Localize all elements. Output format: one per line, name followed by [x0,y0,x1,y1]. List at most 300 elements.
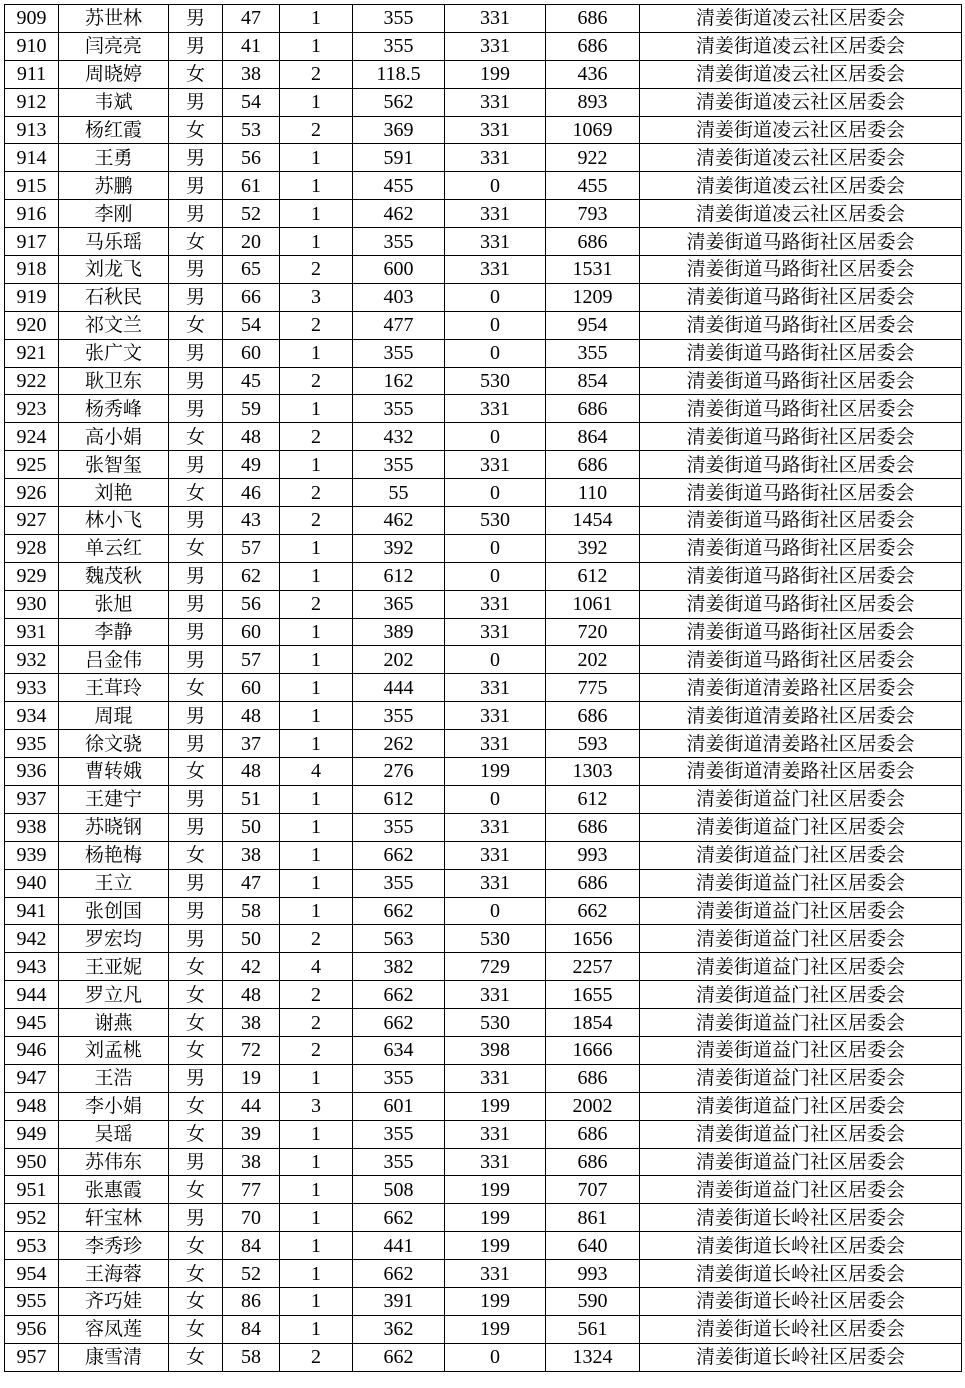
person-name: 徐文骁 [59,730,169,758]
household-size: 1 [280,1176,353,1204]
table-row [5,897,962,925]
gender: 男 [169,562,223,590]
age: 60 [223,674,280,702]
household-size: 1 [280,869,353,897]
amount-total: 954 [546,311,640,339]
amount-a: 262 [353,730,445,758]
table-row [5,88,962,116]
age: 19 [223,1064,280,1092]
gender: 男 [169,590,223,618]
row-number: 951 [5,1176,59,1204]
person-name: 杨艳梅 [59,841,169,869]
table-row [5,1204,962,1232]
community-address: 清姜街道益门社区居委会 [640,981,962,1009]
gender: 男 [169,925,223,953]
amount-total: 1454 [546,507,640,535]
amount-total: 1656 [546,925,640,953]
age: 50 [223,813,280,841]
amount-b: 331 [445,981,546,1009]
amount-a: 389 [353,618,445,646]
gender: 男 [169,367,223,395]
age: 46 [223,479,280,507]
community-address: 清姜街道马路街社区居委会 [640,256,962,284]
person-name: 轩宝林 [59,1204,169,1232]
person-name: 高小娟 [59,423,169,451]
row-number: 932 [5,646,59,674]
gender: 男 [169,785,223,813]
community-address: 清姜街道长岭社区居委会 [640,1260,962,1288]
community-address: 清姜街道马路街社区居委会 [640,423,962,451]
amount-total: 993 [546,1260,640,1288]
amount-a: 562 [353,88,445,116]
row-number: 912 [5,88,59,116]
community-address: 清姜街道马路街社区居委会 [640,479,962,507]
table-row [5,1176,962,1204]
gender: 女 [169,1009,223,1037]
person-name: 曹转娥 [59,758,169,786]
row-number: 911 [5,60,59,88]
amount-b: 331 [445,5,546,33]
amount-a: 355 [353,5,445,33]
household-size: 1 [280,5,353,33]
gender: 男 [169,618,223,646]
age: 39 [223,1120,280,1148]
table-row [5,925,962,953]
table-row [5,200,962,228]
table-row [5,256,962,284]
row-number: 925 [5,451,59,479]
amount-total: 392 [546,534,640,562]
amount-total: 1303 [546,758,640,786]
age: 77 [223,1176,280,1204]
person-name: 张广文 [59,339,169,367]
age: 48 [223,423,280,451]
person-name: 韦斌 [59,88,169,116]
row-number: 924 [5,423,59,451]
age: 38 [223,841,280,869]
household-size: 1 [280,674,353,702]
amount-total: 2002 [546,1092,640,1120]
amount-b: 530 [445,1009,546,1037]
table-row [5,1092,962,1120]
row-number: 915 [5,172,59,200]
age: 56 [223,144,280,172]
amount-total: 854 [546,367,640,395]
table-row [5,479,962,507]
amount-b: 0 [445,283,546,311]
amount-a: 118.5 [353,60,445,88]
amount-b: 0 [445,534,546,562]
person-name: 杨红霞 [59,116,169,144]
table-row [5,1009,962,1037]
table-row [5,562,962,590]
row-number: 923 [5,395,59,423]
person-name: 吴瑶 [59,1120,169,1148]
person-name: 王立 [59,869,169,897]
household-size: 1 [280,1287,353,1315]
table-row [5,702,962,730]
table-row [5,618,962,646]
row-number: 949 [5,1120,59,1148]
gender: 女 [169,1343,223,1371]
table-row [5,172,962,200]
gender: 男 [169,813,223,841]
community-address: 清姜街道马路街社区居委会 [640,228,962,256]
amount-total: 640 [546,1232,640,1260]
amount-b: 199 [445,1287,546,1315]
household-size: 1 [280,144,353,172]
age: 60 [223,618,280,646]
amount-b: 199 [445,1232,546,1260]
amount-b: 331 [445,395,546,423]
amount-b: 331 [445,200,546,228]
age: 49 [223,451,280,479]
age: 48 [223,758,280,786]
household-size: 1 [280,172,353,200]
amount-a: 369 [353,116,445,144]
amount-a: 462 [353,507,445,535]
gender: 女 [169,1176,223,1204]
age: 37 [223,730,280,758]
age: 48 [223,702,280,730]
person-name: 康雪清 [59,1343,169,1371]
table-row [5,1287,962,1315]
person-name: 吕金伟 [59,646,169,674]
amount-total: 686 [546,702,640,730]
household-size: 4 [280,758,353,786]
row-number: 926 [5,479,59,507]
gender: 男 [169,144,223,172]
amount-b: 199 [445,1176,546,1204]
community-address: 清姜街道益门社区居委会 [640,1064,962,1092]
amount-b: 331 [445,88,546,116]
community-address: 清姜街道清姜路社区居委会 [640,674,962,702]
household-size: 1 [280,339,353,367]
amount-b: 0 [445,897,546,925]
gender: 男 [169,395,223,423]
amount-total: 686 [546,451,640,479]
gender: 女 [169,981,223,1009]
age: 48 [223,981,280,1009]
table-row [5,1120,962,1148]
household-size: 1 [280,841,353,869]
amount-total: 775 [546,674,640,702]
person-name: 苏鹏 [59,172,169,200]
person-name: 马乐瑶 [59,228,169,256]
person-name: 刘艳 [59,479,169,507]
amount-b: 331 [445,813,546,841]
row-number: 921 [5,339,59,367]
amount-a: 403 [353,283,445,311]
amount-total: 707 [546,1176,640,1204]
person-name: 周晓婷 [59,60,169,88]
table-row [5,730,962,758]
amount-total: 686 [546,1120,640,1148]
amount-a: 355 [353,813,445,841]
amount-a: 202 [353,646,445,674]
amount-total: 612 [546,785,640,813]
age: 20 [223,228,280,256]
row-number: 939 [5,841,59,869]
table-row [5,367,962,395]
community-address: 清姜街道马路街社区居委会 [640,562,962,590]
age: 65 [223,256,280,284]
row-number: 943 [5,953,59,981]
amount-b: 331 [445,869,546,897]
amount-a: 634 [353,1036,445,1064]
age: 50 [223,925,280,953]
community-address: 清姜街道益门社区居委会 [640,1092,962,1120]
table-row [5,1343,962,1371]
household-size: 1 [280,1204,353,1232]
amount-b: 331 [445,256,546,284]
amount-a: 276 [353,758,445,786]
household-size: 2 [280,256,353,284]
table-row [5,144,962,172]
amount-total: 1209 [546,283,640,311]
row-number: 950 [5,1148,59,1176]
gender: 男 [169,869,223,897]
amount-a: 162 [353,367,445,395]
amount-total: 590 [546,1287,640,1315]
community-address: 清姜街道凌云社区居委会 [640,88,962,116]
amount-a: 355 [353,1148,445,1176]
amount-b: 530 [445,367,546,395]
gender: 女 [169,1120,223,1148]
community-address: 清姜街道长岭社区居委会 [640,1315,962,1343]
community-address: 清姜街道凌云社区居委会 [640,5,962,33]
age: 62 [223,562,280,590]
amount-a: 355 [353,339,445,367]
amount-b: 199 [445,758,546,786]
amount-a: 477 [353,311,445,339]
person-name: 张智玺 [59,451,169,479]
age: 60 [223,339,280,367]
household-size: 1 [280,228,353,256]
age: 41 [223,32,280,60]
row-number: 918 [5,256,59,284]
amount-b: 0 [445,339,546,367]
gender: 女 [169,228,223,256]
amount-a: 612 [353,562,445,590]
amount-a: 455 [353,172,445,200]
amount-a: 355 [353,32,445,60]
community-address: 清姜街道凌云社区居委会 [640,172,962,200]
age: 86 [223,1287,280,1315]
person-name: 王茸玲 [59,674,169,702]
amount-total: 686 [546,813,640,841]
person-name: 刘孟桃 [59,1036,169,1064]
age: 45 [223,367,280,395]
amount-total: 993 [546,841,640,869]
amount-total: 355 [546,339,640,367]
person-name: 刘龙飞 [59,256,169,284]
amount-b: 331 [445,674,546,702]
community-address: 清姜街道凌云社区居委会 [640,116,962,144]
amount-a: 432 [353,423,445,451]
row-number: 947 [5,1064,59,1092]
row-number: 930 [5,590,59,618]
community-address: 清姜街道马路街社区居委会 [640,534,962,562]
person-name: 王浩 [59,1064,169,1092]
gender: 男 [169,897,223,925]
age: 84 [223,1232,280,1260]
amount-a: 662 [353,981,445,1009]
community-address: 清姜街道清姜路社区居委会 [640,702,962,730]
household-size: 2 [280,311,353,339]
row-number: 937 [5,785,59,813]
amount-b: 331 [445,590,546,618]
amount-b: 331 [445,144,546,172]
person-name: 周琨 [59,702,169,730]
amount-a: 662 [353,841,445,869]
amount-b: 331 [445,1064,546,1092]
amount-a: 662 [353,1009,445,1037]
row-number: 917 [5,228,59,256]
amount-a: 591 [353,144,445,172]
amount-a: 508 [353,1176,445,1204]
gender: 男 [169,283,223,311]
amount-total: 1324 [546,1343,640,1371]
gender: 女 [169,479,223,507]
community-address: 清姜街道长岭社区居委会 [640,1232,962,1260]
amount-total: 922 [546,144,640,172]
community-address: 清姜街道益门社区居委会 [640,841,962,869]
household-size: 1 [280,785,353,813]
person-name: 张旭 [59,590,169,618]
amount-a: 441 [353,1232,445,1260]
gender: 女 [169,423,223,451]
household-size: 1 [280,395,353,423]
row-number: 916 [5,200,59,228]
row-number: 933 [5,674,59,702]
table-row [5,339,962,367]
amount-a: 662 [353,1343,445,1371]
community-address: 清姜街道马路街社区居委会 [640,590,962,618]
person-name: 魏茂秋 [59,562,169,590]
household-size: 1 [280,534,353,562]
community-address: 清姜街道益门社区居委会 [640,897,962,925]
table-row [5,1315,962,1343]
age: 53 [223,116,280,144]
amount-total: 455 [546,172,640,200]
person-name: 容凤莲 [59,1315,169,1343]
amount-total: 686 [546,228,640,256]
age: 51 [223,785,280,813]
gender: 女 [169,953,223,981]
gender: 女 [169,758,223,786]
household-size: 1 [280,646,353,674]
roster-body [5,5,962,1372]
age: 43 [223,507,280,535]
amount-b: 331 [445,1260,546,1288]
row-number: 936 [5,758,59,786]
community-address: 清姜街道马路街社区居委会 [640,339,962,367]
gender: 男 [169,1148,223,1176]
table-row [5,311,962,339]
household-size: 1 [280,1232,353,1260]
household-size: 2 [280,423,353,451]
amount-b: 199 [445,1315,546,1343]
person-name: 耿卫东 [59,367,169,395]
table-row [5,534,962,562]
table-row [5,841,962,869]
household-size: 3 [280,283,353,311]
person-name: 李刚 [59,200,169,228]
row-number: 953 [5,1232,59,1260]
gender: 女 [169,116,223,144]
community-address: 清姜街道益门社区居委会 [640,1009,962,1037]
community-address: 清姜街道益门社区居委会 [640,869,962,897]
community-address: 清姜街道清姜路社区居委会 [640,758,962,786]
row-number: 952 [5,1204,59,1232]
gender: 男 [169,339,223,367]
amount-total: 686 [546,1148,640,1176]
amount-total: 720 [546,618,640,646]
amount-a: 55 [353,479,445,507]
community-address: 清姜街道马路街社区居委会 [640,646,962,674]
age: 57 [223,646,280,674]
age: 56 [223,590,280,618]
community-address: 清姜街道益门社区居委会 [640,785,962,813]
household-size: 2 [280,1343,353,1371]
household-size: 2 [280,507,353,535]
household-size: 2 [280,1009,353,1037]
household-size: 1 [280,618,353,646]
amount-a: 662 [353,1260,445,1288]
amount-total: 1061 [546,590,640,618]
amount-a: 600 [353,256,445,284]
age: 42 [223,953,280,981]
amount-b: 0 [445,423,546,451]
row-number: 940 [5,869,59,897]
gender: 女 [169,674,223,702]
amount-total: 686 [546,32,640,60]
gender: 男 [169,1204,223,1232]
community-address: 清姜街道马路街社区居委会 [640,507,962,535]
community-address: 清姜街道清姜路社区居委会 [640,730,962,758]
person-name: 李静 [59,618,169,646]
amount-total: 1854 [546,1009,640,1037]
household-size: 1 [280,562,353,590]
person-name: 王建宁 [59,785,169,813]
amount-a: 365 [353,590,445,618]
household-size: 2 [280,981,353,1009]
amount-a: 662 [353,897,445,925]
amount-a: 612 [353,785,445,813]
amount-total: 202 [546,646,640,674]
household-size: 1 [280,1148,353,1176]
row-number: 914 [5,144,59,172]
person-name: 齐巧娃 [59,1287,169,1315]
table-row [5,507,962,535]
amount-total: 793 [546,200,640,228]
community-address: 清姜街道益门社区居委会 [640,1120,962,1148]
row-number: 922 [5,367,59,395]
person-name: 苏世林 [59,5,169,33]
amount-b: 0 [445,479,546,507]
amount-b: 398 [445,1036,546,1064]
amount-total: 612 [546,562,640,590]
person-name: 杨秀峰 [59,395,169,423]
age: 54 [223,311,280,339]
age: 66 [223,283,280,311]
household-size: 1 [280,897,353,925]
gender: 女 [169,1036,223,1064]
person-name: 李小娟 [59,1092,169,1120]
person-name: 张惠霞 [59,1176,169,1204]
household-size: 1 [280,702,353,730]
